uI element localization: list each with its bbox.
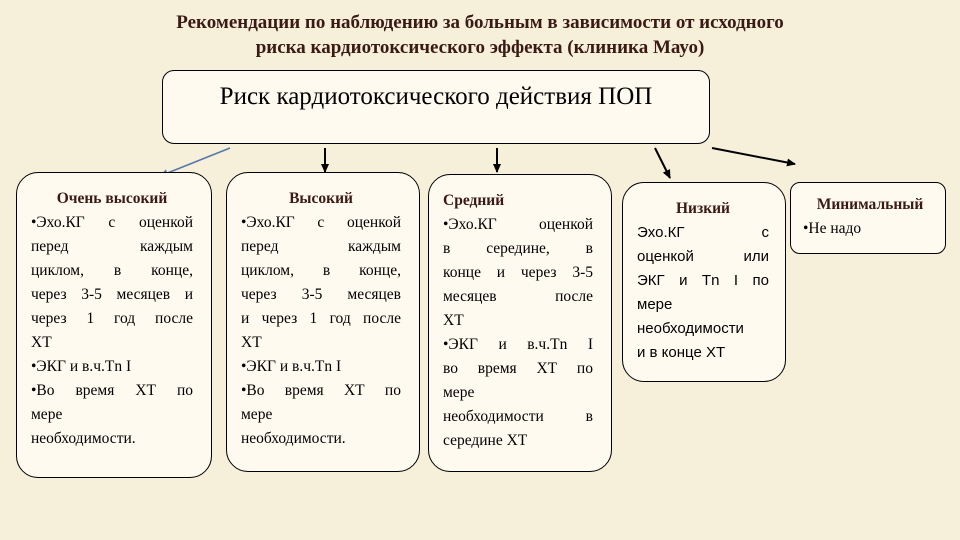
- card-line: через 3-5 месяцев: [241, 286, 401, 303]
- card-medium: [428, 174, 612, 472]
- card-line: необходимости в: [443, 408, 593, 425]
- card-line: перед каждым: [241, 238, 401, 255]
- arrow-minimal: [712, 148, 795, 164]
- card-line: перед каждым: [31, 238, 193, 255]
- card-line: •Во время ХТ по: [31, 382, 193, 399]
- card-line: необходимости.: [241, 430, 346, 447]
- card-line: •Не надо: [803, 220, 862, 237]
- card-minimal: [790, 182, 946, 254]
- card-line: •ЭКГ и в.ч.Tn I: [31, 358, 132, 375]
- title-line-2: риска кардиотоксического эффекта (клиника Мауо): [255, 37, 705, 58]
- card-line: через 1 год после: [31, 310, 193, 327]
- card-high: [226, 172, 420, 472]
- card-line: ХТ: [241, 334, 262, 351]
- title-line-1: Рекомендации по наблюдению за больным в зависимости от исходного: [176, 12, 784, 33]
- card-line: мере: [241, 406, 273, 423]
- card-line: •ЭКГ и в.ч.Tn I: [443, 336, 593, 353]
- card-line: во время ХТ по: [443, 360, 593, 377]
- card-line: •Во время ХТ по: [241, 382, 401, 399]
- card-heading: Низкий: [675, 200, 730, 217]
- card-line: в середине, в: [443, 240, 593, 257]
- card-line: циклом, в конце,: [31, 262, 193, 279]
- card-line: мере: [31, 406, 63, 423]
- card-line: •Эхо.КГ оценкой: [443, 216, 593, 233]
- card-heading: Минимальный: [816, 196, 924, 213]
- card-line: циклом, в конце,: [241, 262, 401, 279]
- card-line: ЭКГ и Tn I по: [637, 272, 769, 289]
- card-line: конце и через 3-5: [443, 264, 593, 281]
- card-very-high: [16, 172, 212, 478]
- root-node-label: Риск кардиотоксического действия ПОП: [219, 83, 653, 110]
- card-line: мере: [637, 296, 673, 313]
- card-heading: Средний: [443, 192, 505, 209]
- card-line: оценкой или: [637, 248, 769, 265]
- card-heading: Очень высокий: [56, 190, 168, 207]
- card-line: ХТ: [443, 312, 464, 329]
- card-low: [622, 182, 786, 382]
- card-line: и в конце ХТ: [637, 344, 726, 361]
- card-line: через 3-5 месяцев и: [31, 286, 193, 303]
- card-line: •Эхо.КГ с оценкой: [241, 214, 401, 231]
- card-line: мере: [443, 384, 475, 401]
- card-line: середине ХТ: [443, 432, 528, 449]
- card-line: •ЭКГ и в.ч.Tn I: [241, 358, 342, 375]
- card-line: и через 1 год после: [241, 310, 401, 327]
- card-line: Эхо.КГ с: [637, 224, 769, 241]
- card-line: •Эхо.КГ с оценкой: [31, 214, 193, 231]
- card-line: ХТ: [31, 334, 52, 351]
- card-line: необходимости: [637, 320, 744, 337]
- card-heading: Высокий: [289, 190, 353, 207]
- arrow-low: [655, 148, 670, 178]
- card-line: необходимости.: [31, 430, 136, 447]
- card-line: месяцев после: [443, 288, 593, 305]
